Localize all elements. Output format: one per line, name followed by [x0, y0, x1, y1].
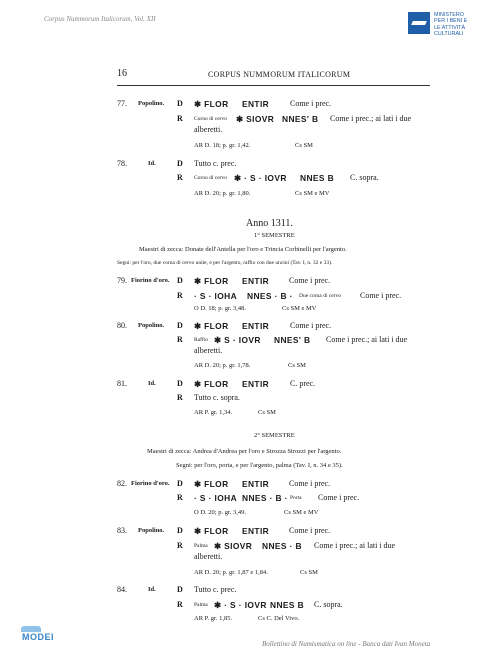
ministry-line: PER I BENI E — [434, 18, 468, 25]
mint-sign: Corno di cervo — [194, 116, 227, 122]
description: C. sopra. — [314, 600, 343, 609]
entry-number: 78. — [117, 159, 127, 168]
reverse-mark: R — [177, 173, 183, 182]
description: Tutto c. sopra. — [194, 393, 240, 402]
metrics: O D. 20; p. gr. 3,49. — [194, 509, 246, 516]
entry-number: 80. — [117, 321, 127, 330]
description: Tutto c. prec. — [194, 159, 237, 168]
legend: NNES · B · — [242, 493, 288, 503]
obverse-mark: D — [177, 379, 183, 388]
header-rule — [117, 85, 430, 86]
page-number: 16 — [117, 68, 127, 79]
reverse-mark: R — [177, 541, 183, 550]
ministry-name — [434, 12, 467, 37]
entry-number: 81. — [117, 379, 127, 388]
legend: · S · IOHA — [194, 493, 238, 503]
description: alberetti. — [194, 125, 223, 134]
collection: Cs SM — [300, 569, 318, 576]
coin-type: Id. — [148, 586, 156, 593]
legend: ENTIR — [242, 379, 270, 389]
obverse-mark: D — [177, 526, 183, 535]
description: C. sopra. — [350, 173, 379, 182]
mint-signs: Segni: per l'oro, due corna di cervo unite, e per l'argento, raffio con due uncini (Tav. I, n. 32 e 33). — [117, 260, 333, 266]
year-heading: Anno 1311. — [246, 218, 293, 229]
reverse-mark: R — [177, 114, 183, 123]
legend: ✱ · S · IOVR — [214, 600, 267, 610]
series-header: Corpus Nummorum Italicorum, Vol. XII — [44, 15, 156, 23]
coin-type: Id. — [148, 160, 156, 167]
description: Come i prec.; ai lati i due — [326, 335, 408, 344]
reverse-mark: R — [177, 600, 183, 609]
legend: ENTIR — [242, 99, 270, 109]
reverse-mark: R — [177, 493, 183, 502]
coin-type: Popolino. — [138, 527, 165, 534]
description: Come i prec.; ai lati i due — [330, 114, 412, 123]
description: alberetti. — [194, 346, 223, 355]
mint-sign: Raffio — [194, 337, 208, 343]
description: Come i prec. — [289, 276, 331, 285]
metrics: AR D. 20; p. gr. 1,78. — [194, 362, 251, 369]
description: Come i prec. — [289, 479, 331, 488]
reverse-mark: R — [177, 291, 183, 300]
description: Come i prec. — [318, 493, 360, 502]
obverse-mark: D — [177, 321, 183, 330]
metrics: AR P. gr. 1,34. — [194, 409, 233, 416]
legend: ENTIR — [242, 526, 270, 536]
description: C. prec. — [290, 379, 316, 388]
coin-type: Id. — [148, 380, 156, 387]
collection: Cs SM — [258, 409, 276, 416]
obverse-mark: D — [177, 479, 183, 488]
metrics: AR P. gr. 1,85. — [194, 615, 233, 622]
legend: ENTIR — [242, 321, 270, 331]
legend: NNES · B — [262, 541, 302, 551]
description: alberetti. — [194, 552, 223, 561]
reverse-mark: R — [177, 393, 183, 402]
legend: ENTIR — [242, 276, 270, 286]
entry-number: 79. — [117, 276, 127, 285]
metrics: AR D. 20; p. gr. 1,80. — [194, 190, 251, 197]
legend: ✱ S · IOVR — [214, 335, 261, 345]
description: Come i prec. — [290, 321, 332, 330]
obverse-mark: D — [177, 159, 183, 168]
description: Come i prec. — [289, 526, 331, 535]
legend: ✱ FLOR — [194, 321, 229, 331]
legend: NNES B — [270, 600, 305, 610]
description: Come i prec.; ai lati i due — [314, 541, 396, 550]
collection: Cs SM e MV — [284, 509, 319, 516]
entry-number: 77. — [117, 99, 127, 108]
legend: ENTIR — [242, 479, 270, 489]
mint-sign: Palma — [194, 543, 208, 549]
description: Tutto c. prec. — [194, 585, 237, 594]
entry-number: 84. — [117, 585, 127, 594]
collection: Cs SM e MV — [295, 190, 330, 197]
legend: NNES' B — [274, 335, 311, 345]
obverse-mark: D — [177, 276, 183, 285]
collection: Cs C. Del Vivo. — [258, 615, 300, 622]
legend: ✱ SIOVR — [236, 114, 275, 124]
description: Come i prec. — [290, 99, 332, 108]
entry-number: 82. — [117, 479, 127, 488]
ministry-logo — [408, 12, 430, 34]
legend: ✱ FLOR — [194, 526, 229, 536]
ministry-line: MINISTERO — [434, 12, 464, 18]
mint-masters: Maestri di zecca: Andrea d'Andrea per l'oro e Strozza Strozzi per l'argento. — [147, 448, 342, 455]
reverse-mark: R — [177, 335, 183, 344]
legend: ✱ SIOVR — [214, 541, 253, 551]
obverse-mark: D — [177, 99, 183, 108]
ministry-line: LE ATTIVITÀ — [434, 24, 466, 31]
legend: NNES' B — [282, 114, 319, 124]
legend: ✱ FLOR — [194, 99, 229, 109]
legend: · S · IOHA — [194, 291, 238, 301]
legend: ✱ FLOR — [194, 276, 229, 286]
entry-number: 83. — [117, 526, 127, 535]
mint-sign: Due corna di cervo — [299, 293, 341, 299]
semester-heading: 1° SEMESTRE — [254, 232, 295, 239]
collection: Cs SM — [295, 142, 313, 149]
semester-heading: 2° SEMESTRE — [254, 432, 295, 439]
modei-logo: MODEI — [22, 632, 55, 642]
ministry-line: CULTURALI — [434, 30, 464, 37]
collection: Cs SM e MV — [282, 305, 317, 312]
mint-masters: Maestri di zecca: Donate dell'Antella per l'oro e Trincia Corbinelli per l'argento. — [139, 246, 347, 253]
obverse-mark: D — [177, 585, 183, 594]
metrics: AR D. 20; p. gr. 1,87 e 1,84. — [194, 569, 268, 576]
description: Come i prec. — [360, 291, 402, 300]
legend: ✱ · S · IOVR — [234, 173, 287, 183]
legend: ✱ FLOR — [194, 479, 229, 489]
metrics: AR D. 18; p. gr. 1,42. — [194, 142, 251, 149]
metrics: O D. 18; p. gr. 3,48. — [194, 305, 246, 312]
coin-type: Popolino. — [138, 322, 165, 329]
mint-signs: Segni: per l'oro, porta, e per l'argento, palma (Tav. I, n. 34 e 35). — [176, 462, 343, 469]
coin-type: Popolino. — [138, 100, 165, 107]
footer-credit: Bollettino di Numismatica on line - Banca dati Ivan Moneta — [262, 640, 431, 648]
mint-sign: Porta — [290, 495, 302, 501]
legend: NNES · B · — [247, 291, 293, 301]
mint-sign: Palma — [194, 602, 208, 608]
collection: Cs SM — [288, 362, 306, 369]
page-title: CORPUS NUMMORUM ITALICORUM — [208, 70, 351, 79]
legend: ✱ FLOR — [194, 379, 229, 389]
coin-type: Fiorino d'oro. — [131, 277, 170, 284]
coin-type: Fiorino d'oro. — [131, 480, 170, 487]
legend: NNES B — [300, 173, 335, 183]
mint-sign: Corno di cervo — [194, 175, 227, 181]
